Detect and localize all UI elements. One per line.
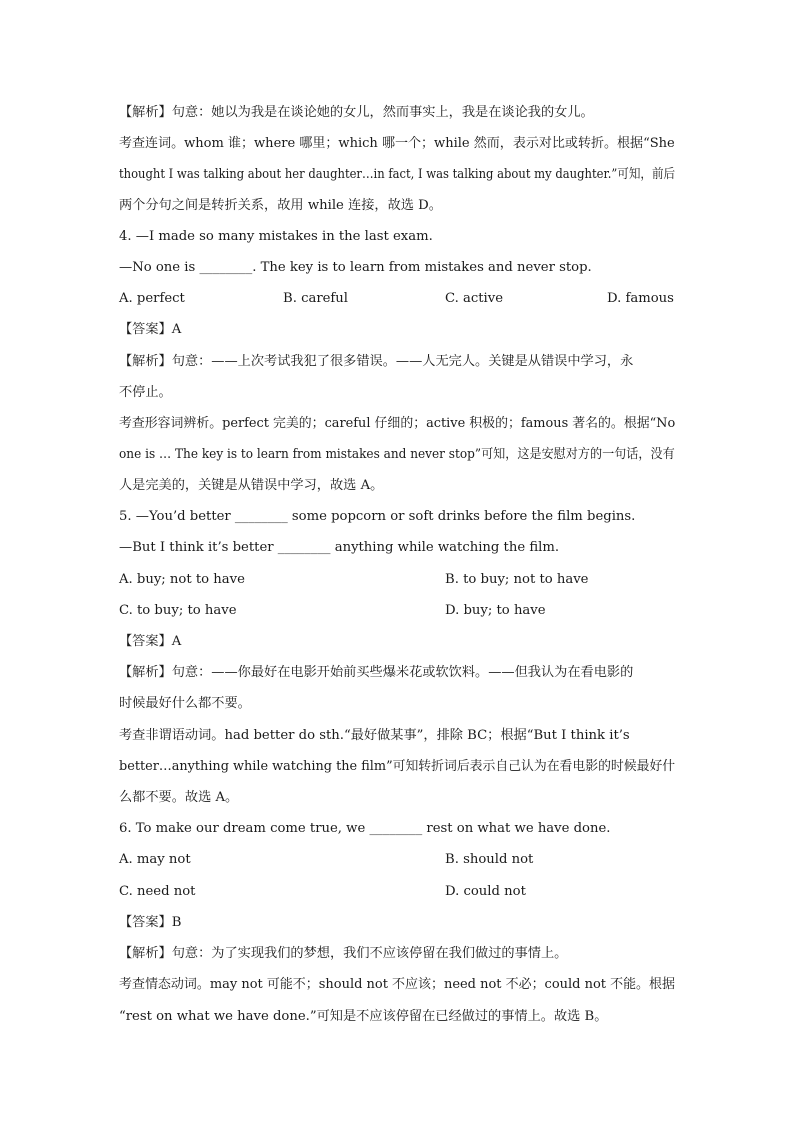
q6-answer: 【答案】B [119, 915, 182, 930]
q4-option-c: C. active [445, 291, 504, 306]
q4-stem-line-2: —No one is ________. The key is to learn from mistakes and never stop. [119, 260, 592, 275]
q4-option-a: A. perfect [119, 291, 185, 306]
q3-analysis-line-4: 两个分句之间是转折关系，故用 while 连接，故选 D。 [119, 198, 442, 213]
q4-option-d: D. famous [607, 291, 674, 306]
q6-option-c: C. need not [119, 884, 196, 899]
q4-option-b: B. careful [283, 291, 349, 306]
q5-option-d: D. buy; to have [445, 603, 546, 618]
q3-analysis-line-2: 考查连词。whom 谁；where 哪里；which 哪一个；while 然而，表示对比或转折。根据“She [119, 136, 675, 151]
q5-analysis-line-3: 考查非谓语动词。had better do sth.“最好做某事”，排除 BC；根据“But I think it’s [119, 728, 630, 743]
q6-stem-line-1: 6. To make our dream come true, we ________ rest on what we have done. [119, 821, 611, 836]
q6-analysis-line-3: “rest on what we have done.”可知是不应该停留在已经做过的事情上。故选 B。 [119, 1009, 608, 1024]
q6-analysis-line-1: 【解析】句意：为了实现我们的梦想，我们不应该停留在我们做过的事情上。 [119, 946, 568, 961]
q3-analysis-line-3: thought I was talking about her daughter…in fact, I was talking about my daughter.”可知，前后 [119, 167, 676, 182]
q6-option-b: B. should not [445, 852, 534, 867]
q4-analysis-line-5: 人是完美的，关键是从错误中学习，故选 A。 [119, 478, 384, 493]
q5-stem-line-2: —But I think it’s better ________ anything while watching the film. [119, 540, 560, 555]
q5-option-a: A. buy; not to have [119, 572, 245, 587]
q5-stem-line-1: 5. —You’d better ________ some popcorn or soft drinks before the film begins. [119, 509, 636, 524]
q6-option-a: A. may not [119, 852, 191, 867]
q4-analysis-line-3: 考查形容词辨析。perfect 完美的；careful 仔细的；active 积极的；famous 著名的。根据“No [119, 416, 676, 431]
q3-analysis-line-1: 【解析】句意：她以为我是在谈论她的女儿，然而事实上，我是在谈论我的女儿。 [119, 105, 594, 120]
q4-stem-line-1: 4. —I made so many mistakes in the last exam. [119, 229, 433, 244]
q4-answer: 【答案】A [119, 322, 182, 337]
q4-analysis-line-4: one is … The key is to learn from mistakes and never stop”可知，这是安慰对方的一句话，没有 [119, 447, 675, 462]
q6-analysis-line-2: 考查情态动词。may not 可能不；should not 不应该；need not 不必；could not 不能。根据 [119, 977, 675, 992]
q5-option-b: B. to buy; not to have [445, 572, 589, 587]
q5-analysis-line-1: 【解析】句意：——你最好在电影开始前买些爆米花或软饮料。——但我认为在看电影的 [119, 665, 634, 680]
q4-analysis-line-1: 【解析】句意：——上次考试我犯了很多错误。——人无完人。关键是从错误中学习，永 [119, 354, 634, 369]
q4-analysis-line-2: 不停止。 [119, 385, 172, 400]
q5-answer: 【答案】A [119, 634, 182, 649]
q5-analysis-line-5: 么都不要。故选 A。 [119, 790, 239, 805]
q5-analysis-line-2: 时候最好什么都不要。 [119, 696, 251, 711]
q6-option-d: D. could not [445, 884, 526, 899]
q5-analysis-line-4: better…anything while watching the film”可知转折词后表示自己认为在看电影的时候最好什 [119, 759, 676, 774]
q5-option-c: C. to buy; to have [119, 603, 237, 618]
